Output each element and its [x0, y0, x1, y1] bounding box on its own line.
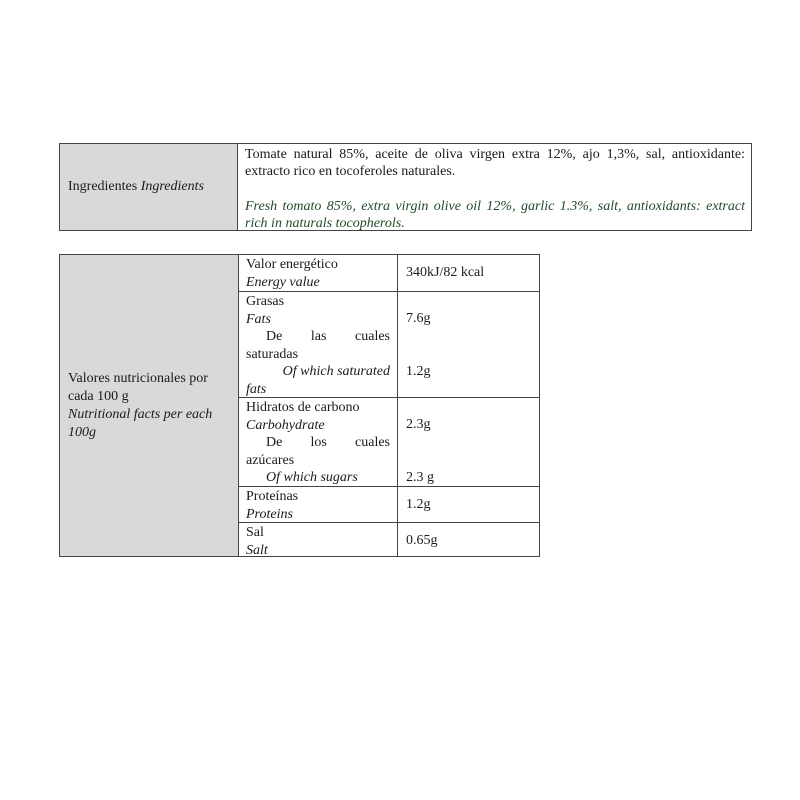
nutrition-label-cell [59, 254, 239, 557]
salt-name-es: Sal [246, 525, 264, 540]
salt-name-en: Salt [246, 542, 268, 558]
carbs-name-en: Carbohydrate [246, 417, 325, 433]
fats-sub-en-line2: fats [246, 381, 267, 397]
energy-value: 340kJ/82 kcal [406, 265, 485, 280]
fats-sub-es-line2: saturadas [246, 346, 299, 362]
fats-value: 7.6g [406, 311, 431, 326]
carbs-sub-en: Of which sugars [266, 470, 358, 485]
energy-name-en: Energy value [246, 274, 320, 290]
nutrition-label-en: Nutritional facts per each 100g [68, 406, 213, 440]
nutrition-row-proteins [239, 487, 539, 523]
nutrition-row-salt [239, 523, 539, 556]
ingredients-label-es: Ingredientes [68, 179, 138, 194]
carbs-sugars-value: 2.3 g [406, 470, 434, 485]
nutrition-table [238, 254, 540, 557]
proteins-value: 1.2g [406, 497, 431, 512]
carbs-sub-es-line2: azúcares [246, 452, 295, 468]
ingredients-text-cell [238, 144, 751, 230]
ingredients-label-cell [60, 144, 238, 230]
carbs-name-es: Hidratos de carbono [246, 400, 360, 415]
proteins-name-en: Proteins [246, 506, 293, 522]
salt-value: 0.65g [406, 533, 438, 548]
nutrition-row-energy [239, 255, 539, 292]
ingredients-text-es: Tomate natural 85%, aceite de oliva virgen extra 12%, ajo 1,3%, sal, antioxidante: extracto rico en tocoferoles naturales. [245, 147, 745, 179]
energy-name-es: Valor energético [246, 257, 338, 272]
fats-sub-es: De las cuales [266, 329, 390, 344]
fats-name-en: Fats [246, 311, 271, 327]
fats-saturated-value: 1.2g [406, 364, 431, 379]
nutrition-row-fats [239, 292, 539, 398]
nutrition-label-es: Valores nutricionales por cada 100 g [68, 370, 208, 404]
nutrition-row-carbs [239, 398, 539, 487]
ingredients-text-en: Fresh tomato 85%, extra virgin olive oil 12%, garlic 1.3%, salt, antioxidants: extract rich in naturals tocopherols. [245, 199, 745, 231]
ingredients-label-en: Ingredients [140, 179, 204, 194]
ingredients-table [59, 143, 752, 231]
proteins-name-es: Proteínas [246, 489, 299, 504]
fats-name-es: Grasas [246, 294, 285, 309]
carbs-sub-es: De los cuales [266, 435, 390, 450]
carbs-value: 2.3g [406, 417, 431, 432]
fats-sub-en: Of which saturated [282, 364, 390, 379]
